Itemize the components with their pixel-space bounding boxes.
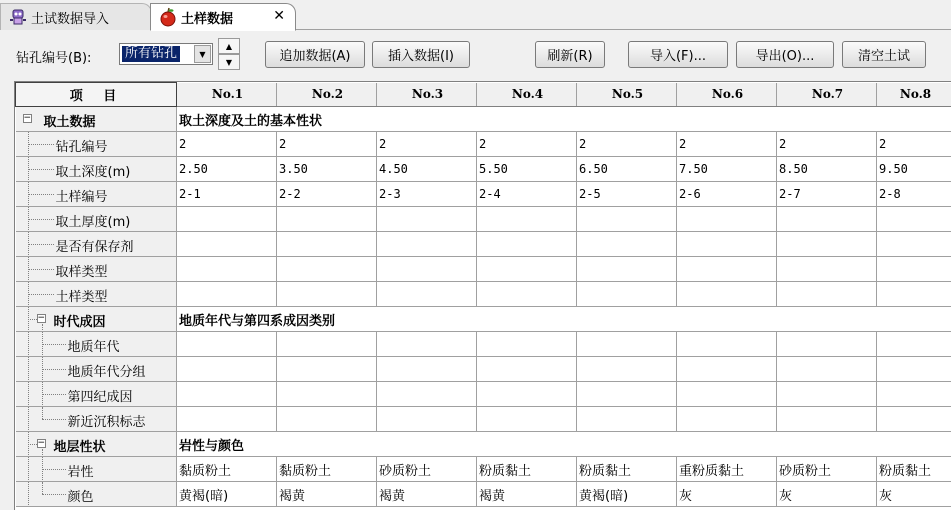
data-table (15, 82, 951, 507)
column-header[interactable]: No.3 (377, 83, 477, 107)
data-cell[interactable]: 黄褐(暗) (577, 482, 677, 507)
row-name-cell[interactable] (16, 382, 177, 407)
data-cell[interactable] (877, 407, 951, 432)
tree-guide (18, 307, 158, 331)
header-row (16, 83, 951, 107)
toolbar (0, 31, 951, 79)
collapse-toggle-icon[interactable]: − (37, 313, 46, 323)
data-cell[interactable] (577, 332, 677, 357)
data-cell[interactable] (477, 382, 577, 407)
tab-soil-sample-data[interactable] (150, 3, 296, 31)
row-name-cell[interactable] (16, 307, 177, 332)
tab-strip (0, 0, 951, 30)
data-cell[interactable]: 黄褐(暗) (177, 482, 277, 507)
data-cell[interactable] (777, 407, 877, 432)
data-cell[interactable] (477, 257, 577, 282)
chevron-down-icon[interactable]: ▼ (194, 45, 211, 63)
data-cell[interactable] (177, 382, 277, 407)
row-name: 取样类型 (55, 265, 108, 280)
data-cell[interactable]: 褐黄 (377, 482, 477, 507)
row-name-cell[interactable] (16, 182, 177, 207)
soil-sample-grid[interactable] (14, 81, 951, 510)
borehole-select-value: 所有钻孔 (122, 46, 180, 62)
data-cell[interactable] (677, 357, 777, 382)
data-cell[interactable] (277, 207, 377, 232)
export-button[interactable]: 导出(O)... (736, 41, 834, 68)
data-cell[interactable] (777, 207, 877, 232)
data-cell[interactable] (677, 282, 777, 307)
tab-label: 土试数据导入 (31, 11, 110, 27)
data-cell[interactable] (877, 282, 951, 307)
data-cell[interactable] (677, 407, 777, 432)
tree-guide (18, 332, 158, 356)
collapse-toggle-icon[interactable]: − (37, 438, 46, 448)
row-name: 岩性 (67, 465, 94, 480)
data-cell[interactable] (777, 332, 877, 357)
row-name: 地质年代分组 (67, 365, 146, 380)
data-cell[interactable] (477, 332, 577, 357)
section-row (16, 432, 951, 457)
data-cell[interactable]: 粉质黏土 (877, 457, 951, 482)
data-cell[interactable] (577, 407, 677, 432)
data-cell[interactable]: 3.50 (277, 157, 377, 182)
data-cell[interactable]: 2.50 (177, 157, 277, 182)
data-cell[interactable] (177, 332, 277, 357)
data-cell[interactable] (877, 257, 951, 282)
row-name: 新近沉积标志 (67, 415, 146, 430)
tab-soil-test-import[interactable] (0, 3, 152, 30)
data-cell[interactable] (277, 282, 377, 307)
tree-guide (18, 207, 158, 231)
data-cell[interactable]: 5.50 (477, 157, 577, 182)
column-header[interactable]: No.8 (877, 83, 951, 107)
clear-soil-test-button[interactable]: 清空土试 (842, 41, 926, 68)
table-row (16, 382, 951, 407)
data-cell[interactable] (777, 382, 877, 407)
table-row (16, 457, 951, 482)
table-row (16, 132, 951, 157)
data-cell[interactable]: 2-3 (377, 182, 477, 207)
data-cell[interactable] (877, 232, 951, 257)
column-header[interactable]: No.1 (177, 83, 277, 107)
data-cell[interactable]: 2-7 (777, 182, 877, 207)
data-cell[interactable]: 砂质粉土 (777, 457, 877, 482)
data-cell[interactable]: 2 (577, 132, 677, 157)
row-name-cell[interactable] (16, 482, 177, 507)
data-cell[interactable] (577, 382, 677, 407)
data-cell[interactable] (777, 257, 877, 282)
column-header[interactable]: No.4 (477, 83, 577, 107)
data-cell[interactable]: 2 (677, 132, 777, 157)
data-cell[interactable] (177, 407, 277, 432)
tree-guide (18, 382, 158, 406)
close-icon[interactable]: ✕ (273, 8, 285, 24)
row-name-cell[interactable] (16, 282, 177, 307)
tree-guide (18, 157, 158, 181)
data-cell[interactable] (177, 232, 277, 257)
data-cell[interactable]: 2-6 (677, 182, 777, 207)
data-cell[interactable] (477, 207, 577, 232)
data-cell[interactable] (577, 207, 677, 232)
data-cell[interactable]: 2-4 (477, 182, 577, 207)
data-cell[interactable] (577, 257, 677, 282)
data-cell[interactable] (577, 232, 677, 257)
data-cell[interactable]: 褐黄 (277, 482, 377, 507)
row-name: 取土数据 (43, 115, 96, 130)
data-cell[interactable]: 灰 (777, 482, 877, 507)
data-cell[interactable]: 黏质粉土 (177, 457, 277, 482)
tree-guide (18, 457, 158, 481)
data-cell[interactable]: 灰 (677, 482, 777, 507)
data-cell[interactable]: 2 (777, 132, 877, 157)
borehole-spinner[interactable] (218, 38, 240, 70)
data-cell[interactable] (577, 357, 677, 382)
data-cell[interactable]: 2-1 (177, 182, 277, 207)
data-cell[interactable] (477, 407, 577, 432)
data-cell[interactable] (377, 382, 477, 407)
column-header[interactable]: No.5 (577, 83, 677, 107)
data-cell[interactable]: 2-8 (877, 182, 951, 207)
data-cell[interactable] (877, 332, 951, 357)
data-cell[interactable] (377, 357, 477, 382)
data-cell[interactable] (877, 382, 951, 407)
borehole-select[interactable] (119, 43, 213, 65)
tree-guide (18, 282, 158, 306)
table-row (16, 357, 951, 382)
data-cell[interactable] (277, 332, 377, 357)
data-cell[interactable]: 2 (277, 132, 377, 157)
tab-label: 土样数据 (181, 11, 234, 27)
data-cell[interactable] (577, 282, 677, 307)
tree-guide (18, 482, 158, 506)
tree-guide (18, 182, 158, 206)
row-name: 是否有保存剂 (55, 240, 134, 255)
table-row (16, 332, 951, 357)
data-cell[interactable]: 粉质黏土 (477, 457, 577, 482)
data-cell[interactable]: 灰 (877, 482, 951, 507)
data-cell[interactable]: 2-2 (277, 182, 377, 207)
data-cell[interactable] (377, 407, 477, 432)
data-cell[interactable] (377, 207, 477, 232)
spin-up-icon[interactable]: ▲ (218, 38, 240, 54)
row-name-cell[interactable] (16, 357, 177, 382)
row-name-cell[interactable] (16, 107, 177, 132)
row-name-cell[interactable] (16, 457, 177, 482)
data-cell[interactable]: 9.50 (877, 157, 951, 182)
data-cell[interactable] (677, 332, 777, 357)
data-cell[interactable] (277, 407, 377, 432)
data-cell[interactable]: 7.50 (677, 157, 777, 182)
column-header[interactable]: No.7 (777, 83, 877, 107)
data-cell[interactable] (677, 257, 777, 282)
data-cell[interactable]: 4.50 (377, 157, 477, 182)
data-cell[interactable] (277, 382, 377, 407)
tree-guide (18, 257, 158, 281)
data-cell[interactable]: 黏质粉土 (277, 457, 377, 482)
row-name-cell[interactable] (16, 407, 177, 432)
row-name: 颜色 (67, 490, 94, 505)
row-name-cell[interactable] (16, 232, 177, 257)
data-cell[interactable] (777, 232, 877, 257)
tree-guide (18, 107, 158, 131)
row-name-cell[interactable] (16, 332, 177, 357)
tree-guide (18, 357, 158, 381)
row-name-cell[interactable] (16, 132, 177, 157)
tree-guide (18, 432, 158, 456)
data-cell[interactable]: 褐黄 (477, 482, 577, 507)
data-cell[interactable]: 2 (377, 132, 477, 157)
data-cell[interactable]: 6.50 (577, 157, 677, 182)
section-row (16, 307, 951, 332)
data-cell[interactable]: 砂质粉土 (377, 457, 477, 482)
data-cell[interactable] (777, 357, 877, 382)
data-cell[interactable]: 2-5 (577, 182, 677, 207)
column-header[interactable]: No.6 (677, 83, 777, 107)
row-name: 取土深度(m) (55, 165, 131, 180)
table-row (16, 207, 951, 232)
row-name: 地质年代 (67, 340, 120, 355)
data-cell[interactable] (177, 357, 277, 382)
data-cell[interactable]: 2 (177, 132, 277, 157)
robot-icon (8, 7, 28, 27)
data-cell[interactable] (277, 232, 377, 257)
data-cell[interactable] (377, 332, 477, 357)
data-cell[interactable] (177, 282, 277, 307)
data-cell[interactable] (277, 357, 377, 382)
row-name-cell[interactable] (16, 257, 177, 282)
data-cell[interactable] (677, 382, 777, 407)
table-row (16, 407, 951, 432)
section-row (16, 107, 951, 132)
row-name-cell[interactable] (16, 157, 177, 182)
data-cell[interactable] (677, 232, 777, 257)
section-description: 地质年代与第四系成因类别 (177, 307, 951, 332)
data-cell[interactable] (877, 207, 951, 232)
add-data-button[interactable]: 追加数据(A) (265, 41, 365, 68)
collapse-toggle-icon[interactable]: − (23, 113, 32, 123)
header-item-cell: 项 目 (16, 83, 177, 107)
spin-down-icon[interactable]: ▼ (218, 54, 240, 70)
tree-guide (18, 232, 158, 256)
data-cell[interactable] (477, 232, 577, 257)
table-row (16, 182, 951, 207)
row-name: 地层性状 (53, 440, 106, 455)
tree-guide (18, 132, 158, 156)
data-cell[interactable] (177, 257, 277, 282)
data-cell[interactable]: 2 (477, 132, 577, 157)
table-row (16, 232, 951, 257)
row-name: 取土厚度(m) (55, 215, 131, 230)
data-cell[interactable]: 粉质黏土 (577, 457, 677, 482)
tree-guide (18, 407, 158, 431)
data-cell[interactable] (677, 207, 777, 232)
data-cell[interactable] (177, 207, 277, 232)
data-cell[interactable]: 2 (877, 132, 951, 157)
row-name: 第四纪成因 (67, 390, 133, 405)
row-name: 钻孔编号 (55, 140, 108, 155)
row-name: 土样类型 (55, 290, 108, 305)
data-cell[interactable]: 8.50 (777, 157, 877, 182)
data-cell[interactable] (477, 357, 577, 382)
row-name: 时代成因 (53, 315, 106, 330)
data-cell[interactable] (277, 257, 377, 282)
row-name: 土样编号 (55, 190, 108, 205)
row-name-cell[interactable] (16, 207, 177, 232)
refresh-button[interactable]: 刷新(R) (535, 41, 605, 68)
data-cell[interactable] (477, 282, 577, 307)
table-row (16, 482, 951, 507)
data-cell[interactable] (377, 232, 477, 257)
column-header[interactable]: No.2 (277, 83, 377, 107)
section-description: 取土深度及土的基本性状 (177, 107, 951, 132)
data-cell[interactable] (877, 357, 951, 382)
table-row (16, 157, 951, 182)
apple-icon (158, 7, 178, 27)
import-button[interactable]: 导入(F)... (628, 41, 728, 68)
row-name-cell[interactable] (16, 432, 177, 457)
borehole-label: 钻孔编号(B): (16, 51, 92, 66)
table-row (16, 257, 951, 282)
data-cell[interactable] (777, 282, 877, 307)
data-cell[interactable] (377, 282, 477, 307)
section-description: 岩性与颜色 (177, 432, 951, 457)
table-row (16, 282, 951, 307)
data-cell[interactable] (377, 257, 477, 282)
insert-data-button[interactable]: 插入数据(I) (372, 41, 470, 68)
data-cell[interactable]: 重粉质黏土 (677, 457, 777, 482)
